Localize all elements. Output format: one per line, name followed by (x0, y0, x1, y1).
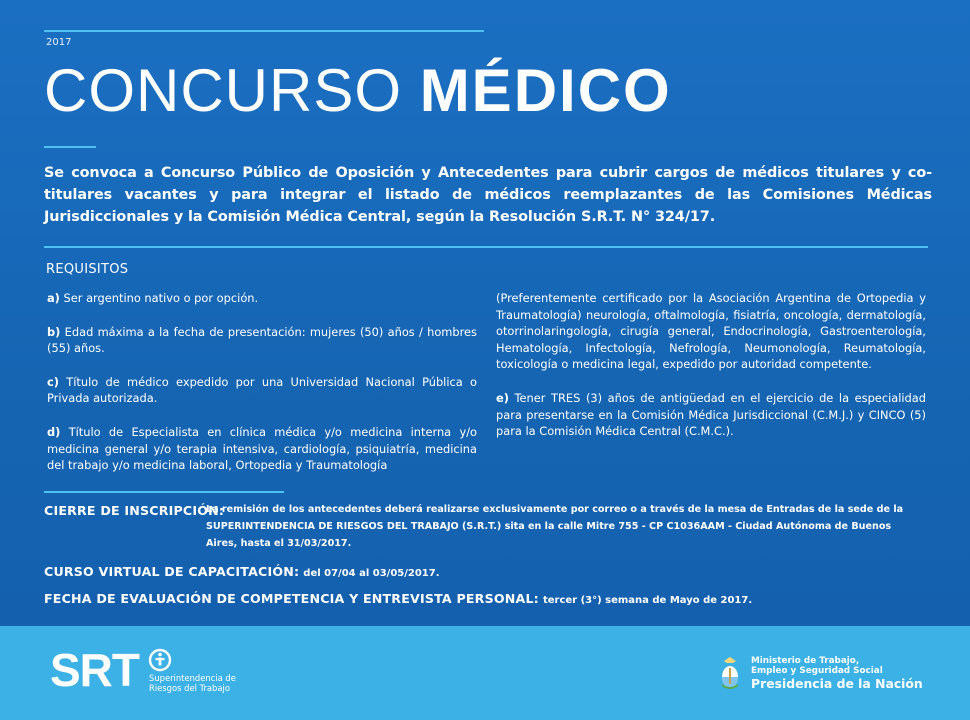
srt-logo-letters: SRT (50, 644, 139, 696)
requisito-d-text: Título de Especialista en clínica médica y/o medicina interna y/o medicina general y/o terapia intensiva, cardiología, psiquiatría, medicina del trabajo y/o medicina laboral, Ortopedia y Traumatología (47, 424, 478, 473)
requisito-d-key: d) (47, 424, 61, 439)
requisitos-title: REQUISITOS (46, 262, 129, 277)
cierre-line-3: Aires, hasta el 31/03/2017. (206, 538, 352, 549)
curso-row (44, 564, 440, 579)
cierre-rule (44, 491, 284, 493)
fecha-value: tercer (3°) semana de Mayo de 2017. (542, 595, 753, 606)
title-light: CONCURSO (44, 57, 403, 124)
ministerio-line-2: Empleo y Seguridad Social (751, 666, 883, 676)
intro-rule (44, 246, 928, 248)
requisito-c-text: Título de médico expedido por una Universidad Nacional Pública o Privada autorizada. (47, 374, 478, 406)
fecha-label: FECHA DE EVALUACIÓN DE COMPETENCIA Y ENTREVISTA PERSONAL: (44, 591, 539, 606)
requisito-d (47, 424, 477, 474)
year-label: 2017 (46, 37, 72, 48)
cierre-line-1: La remisión de los antecedentes deberá realizarse exclusivamente por correo o a través de la mesa de Entradas de la sede de la (206, 504, 904, 515)
cierre-line-2: SUPERINTENDENCIA DE RIESGOS DEL TRABAJO (S.R.T.) sita en la calle Mitre 755 - CP C1036AAM - Ciudad Autónoma de Buenos (206, 521, 892, 532)
intro-paragraph: Se convoca a Concurso Público de Oposición y Antecedentes para cubrir cargos de médicos titulares y co-titulares vacantes y para integrar el listado de médicos reemplazantes de las Comisiones Médicas Jurisdiccionales y la Comisión Médica Central, según la Resolución S.R.T. N° 324/17. (44, 165, 932, 225)
srt-subtitle-1: Superintendencia de (149, 673, 236, 683)
requisito-d-continuation: (Preferentemente certificado por la Asociación Argentina de Ortopedia y Traumatología) neurología, oftalmología, fisiatría, oncología, dermatología, otorrinolaringología, cirugía general, Endocrinología, Gastroenterología, Hematología, Infectología, Nefrología, Neumonología, Reumatología, toxicología o medicina legal, expedido por autoridad competente. (496, 291, 926, 372)
poster-title (44, 56, 672, 126)
requisito-a-key: a) (47, 291, 60, 305)
coat-of-arms-icon (720, 655, 740, 691)
requisito-b-text: Edad máxima a la fecha de presentación: mujeres (50) años / hombres (55) años. (47, 324, 477, 356)
presidencia-logo (720, 655, 930, 695)
top-rule (44, 30, 484, 32)
presidencia-label: Presidencia de la Nación (751, 676, 923, 691)
requisito-e-key: e) (496, 390, 509, 405)
cierre-label: CIERRE DE INSCRIPCIÓN: (44, 503, 225, 518)
requisito-a (47, 290, 477, 307)
requisito-e (496, 390, 926, 440)
requisitos-column-left (47, 290, 477, 491)
title-bold: MÉDICO (419, 57, 672, 124)
requisito-a-text: Ser argentino nativo o por opción. (63, 291, 259, 305)
srt-subtitle-2: Riesgos del Trabajo (149, 683, 230, 693)
title-rule (44, 146, 96, 148)
requisito-c (47, 374, 477, 407)
requisito-b (47, 324, 477, 357)
requisito-e-text: Tener TRES (3) años de antigüedad en el ejercicio de la especialidad para presentarse en la Comisión Médica Jurisdiccional (C.M.J.) y CINCO (5) para la Comisión Médica Central (C.M.C.). (496, 390, 926, 439)
srt-logo (50, 645, 270, 700)
srt-emblem-icon (148, 648, 172, 672)
requisito-b-key: b) (47, 324, 61, 339)
requisitos-column-right (496, 290, 926, 457)
fecha-row (44, 591, 752, 606)
curso-label: CURSO VIRTUAL DE CAPACITACIÓN: (44, 564, 300, 579)
ministerio-line-1: Ministerio de Trabajo, (751, 656, 860, 666)
curso-value: del 07/04 al 03/05/2017. (303, 568, 440, 579)
requisito-c-key: c) (47, 374, 59, 389)
